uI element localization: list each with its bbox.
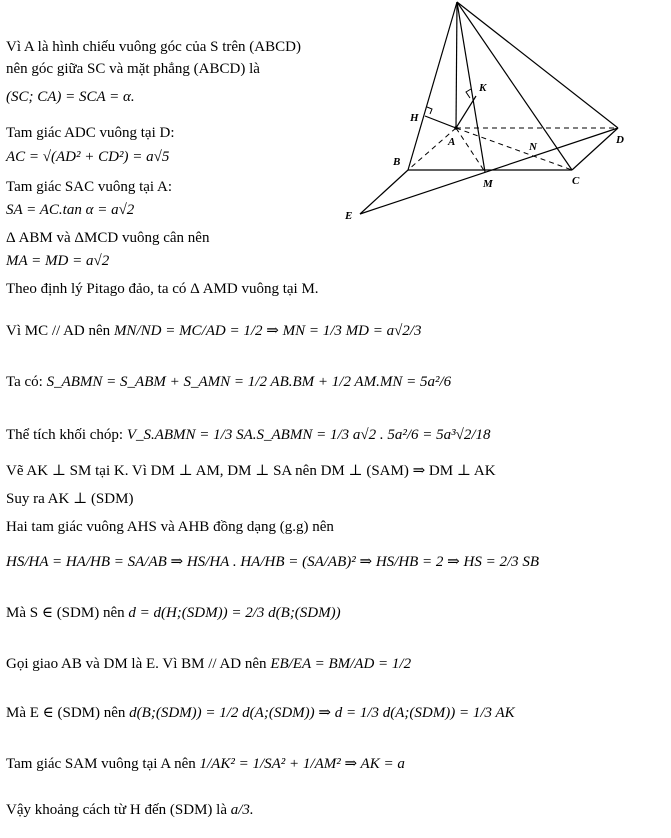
label-M: M [483, 178, 493, 190]
label-K: K [479, 82, 487, 94]
edge-ED [360, 128, 618, 214]
line-11-text: Vì MC // AD nên [6, 323, 111, 339]
text-line-20 [6, 704, 515, 722]
text-line-12 [6, 373, 451, 391]
edge-SC [457, 2, 572, 170]
text-line-7: SA = AC.tan α = a√2 [6, 202, 135, 218]
text-line-4: Tam giác ADC vuông tại D: [6, 125, 175, 141]
text-line-13 [6, 426, 491, 444]
label-D: D [616, 134, 624, 146]
line-20-math: d(B;(SDM)) = 1/2 d(A;(SDM)) ⇒ d = 1/3 d(A;(SDM)) = 1/3 AK [129, 705, 515, 721]
line-21-math: 1/AK² = 1/SA² + 1/AM² ⇒ AK = a [199, 756, 405, 772]
line-12-text: Ta có: [6, 374, 43, 390]
right-angle-H [427, 107, 432, 114]
text-line-9: MA = MD = a√2 [6, 253, 110, 269]
line-11-math: MN/ND = MC/AD = 1/2 ⇒ MN = 1/3 MD = a√2/3 [113, 323, 422, 339]
text-line-19 [6, 655, 411, 673]
text-line-5: AC = √(AD² + CD²) = a√5 [6, 149, 170, 165]
text-line-1: Vì A là hình chiếu vuông góc của S trên (ABCD) [6, 39, 301, 55]
line-22-math: a/3. [230, 802, 254, 818]
line-13-math: V_S.ABMN = 1/3 SA.S_ABMN = 1/3 a√2 . 5a²/6 = 5a³√2/18 [126, 427, 491, 443]
text-line-2: nên góc giữa SC và mặt phẳng (ABCD) là [6, 61, 260, 77]
edge-SA [456, 2, 457, 128]
pyramid-figure [340, 0, 660, 230]
edge-AB [408, 128, 456, 170]
label-B: B [393, 156, 401, 168]
text-line-10: Theo định lý Pitago đảo, ta có Δ AMD vuông tại M. [6, 281, 319, 297]
line-19-text: Gọi giao AB và DM là E. Vì BM // AD nên [6, 656, 267, 672]
edge-AM [456, 128, 485, 172]
text-line-17: HS/HA = HA/HB = SA/AB ⇒ HS/HA . HA/HB = (SA/AB)² ⇒ HS/HB = 2 ⇒ HS = 2/3 SB [6, 554, 540, 570]
line-22-text: Vậy khoảng cách từ H đến (SDM) là [6, 802, 227, 818]
line-20-text: Mà E ∈ (SDM) nên [6, 705, 126, 721]
line-18-text: Mà S ∈ (SDM) nên [6, 605, 125, 621]
edge-CD [572, 128, 618, 170]
edge-SD [457, 2, 618, 128]
text-line-15: Suy ra AK ⊥ (SDM) [6, 491, 134, 507]
line-12-math: S_ABMN = S_ABM + S_AMN = 1/2 AB.BM + 1/2 AM.MN = 5a²/6 [46, 374, 452, 390]
text-line-14: Vẽ AK ⊥ SM tại K. Vì DM ⊥ AM, DM ⊥ SA nên DM ⊥ (SAM) ⇒ DM ⊥ AK [6, 463, 496, 479]
edge-BE [360, 170, 408, 214]
edge-AH [425, 116, 456, 128]
text-line-21 [6, 755, 405, 773]
edge-AK [456, 96, 476, 128]
label-C: C [572, 175, 580, 187]
text-line-16: Hai tam giác vuông AHS và AHB đồng dạng (g.g) nên [6, 519, 334, 535]
line-13-text: Thể tích khối chóp: [6, 427, 124, 443]
label-E: E [345, 210, 353, 222]
label-A: A [448, 136, 456, 148]
line-19-math: EB/EA = BM/AD = 1/2 [270, 656, 412, 672]
text-line-18 [6, 604, 341, 622]
label-H: H [410, 112, 419, 124]
text-line-22 [6, 801, 254, 819]
line-18-math: d = d(H;(SDM)) = 2/3 d(B;(SDM)) [128, 605, 341, 621]
label-N: N [529, 141, 537, 153]
text-line-6: Tam giác SAC vuông tại A: [6, 179, 173, 195]
text-line-11 [6, 322, 421, 340]
line-21-text: Tam giác SAM vuông tại A nên [6, 756, 196, 772]
text-line-8: Δ ABM và ΔMCD vuông cân nên [6, 230, 210, 246]
right-angle-K [466, 89, 471, 98]
point-A [454, 126, 458, 130]
text-line-3: (SC; CA) = SCA = α. [6, 89, 135, 105]
